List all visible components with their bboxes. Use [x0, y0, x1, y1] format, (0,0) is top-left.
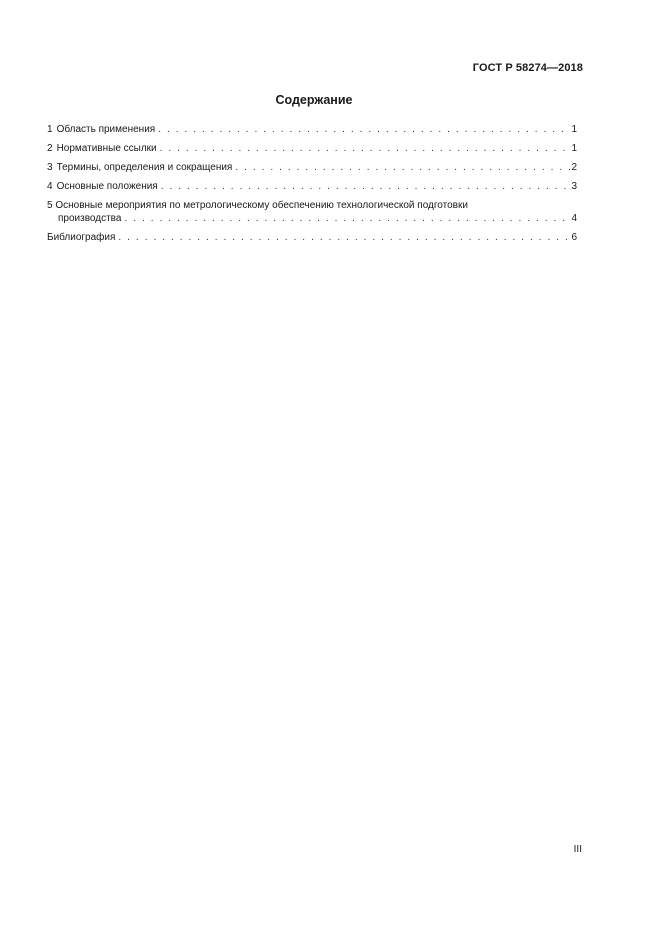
toc-entry-page: 3 [571, 181, 577, 192]
toc-dot-leader [118, 231, 570, 244]
toc-entry-title: Нормативные ссылки [56, 143, 157, 154]
toc-entry-page: 2 [571, 162, 577, 173]
toc-entry-number: 3 [47, 162, 53, 173]
toc-dot-leader [160, 142, 571, 155]
toc-entry-number: 1 [47, 124, 53, 135]
toc-entry-metrological-measures[interactable] [47, 199, 577, 225]
toc-entry-title: Область применения [56, 124, 156, 135]
toc-dot-leader [235, 161, 570, 174]
toc-entry-title: Основные положения [56, 181, 158, 192]
toc-entry-scope[interactable] [47, 123, 577, 136]
toc-entry-title: Библиография [47, 232, 116, 243]
toc-entry-terms[interactable] [47, 161, 577, 174]
toc-entry-page: 4 [571, 213, 577, 224]
page-number: III [573, 844, 582, 855]
toc-entry-number: 2 [47, 143, 53, 154]
toc-entry-basic-provisions[interactable] [47, 180, 577, 193]
toc-entry-number: 5 [47, 200, 53, 211]
toc-entry-page: 1 [571, 143, 577, 154]
toc-title: Содержание [275, 93, 353, 107]
toc-entry-number: 4 [47, 181, 53, 192]
toc-dot-leader [161, 180, 571, 193]
toc-entry-page: 1 [571, 124, 577, 135]
toc-dot-leader [158, 123, 570, 136]
toc-entry-page: 6 [571, 232, 577, 243]
table-of-contents [47, 123, 577, 250]
toc-entry-bibliography[interactable] [47, 231, 577, 244]
toc-entry-title-line1: Основные мероприятия по метрологическому обеспечению технологической подготовки [55, 200, 468, 211]
toc-entry-title: Термины, определения и сокращения [56, 162, 233, 173]
standard-designation: ГОСТ Р 58274—2018 [472, 62, 583, 74]
toc-entry-title-line2: производства [58, 213, 122, 224]
toc-entry-normative-references[interactable] [47, 142, 577, 155]
toc-dot-leader [124, 212, 570, 225]
